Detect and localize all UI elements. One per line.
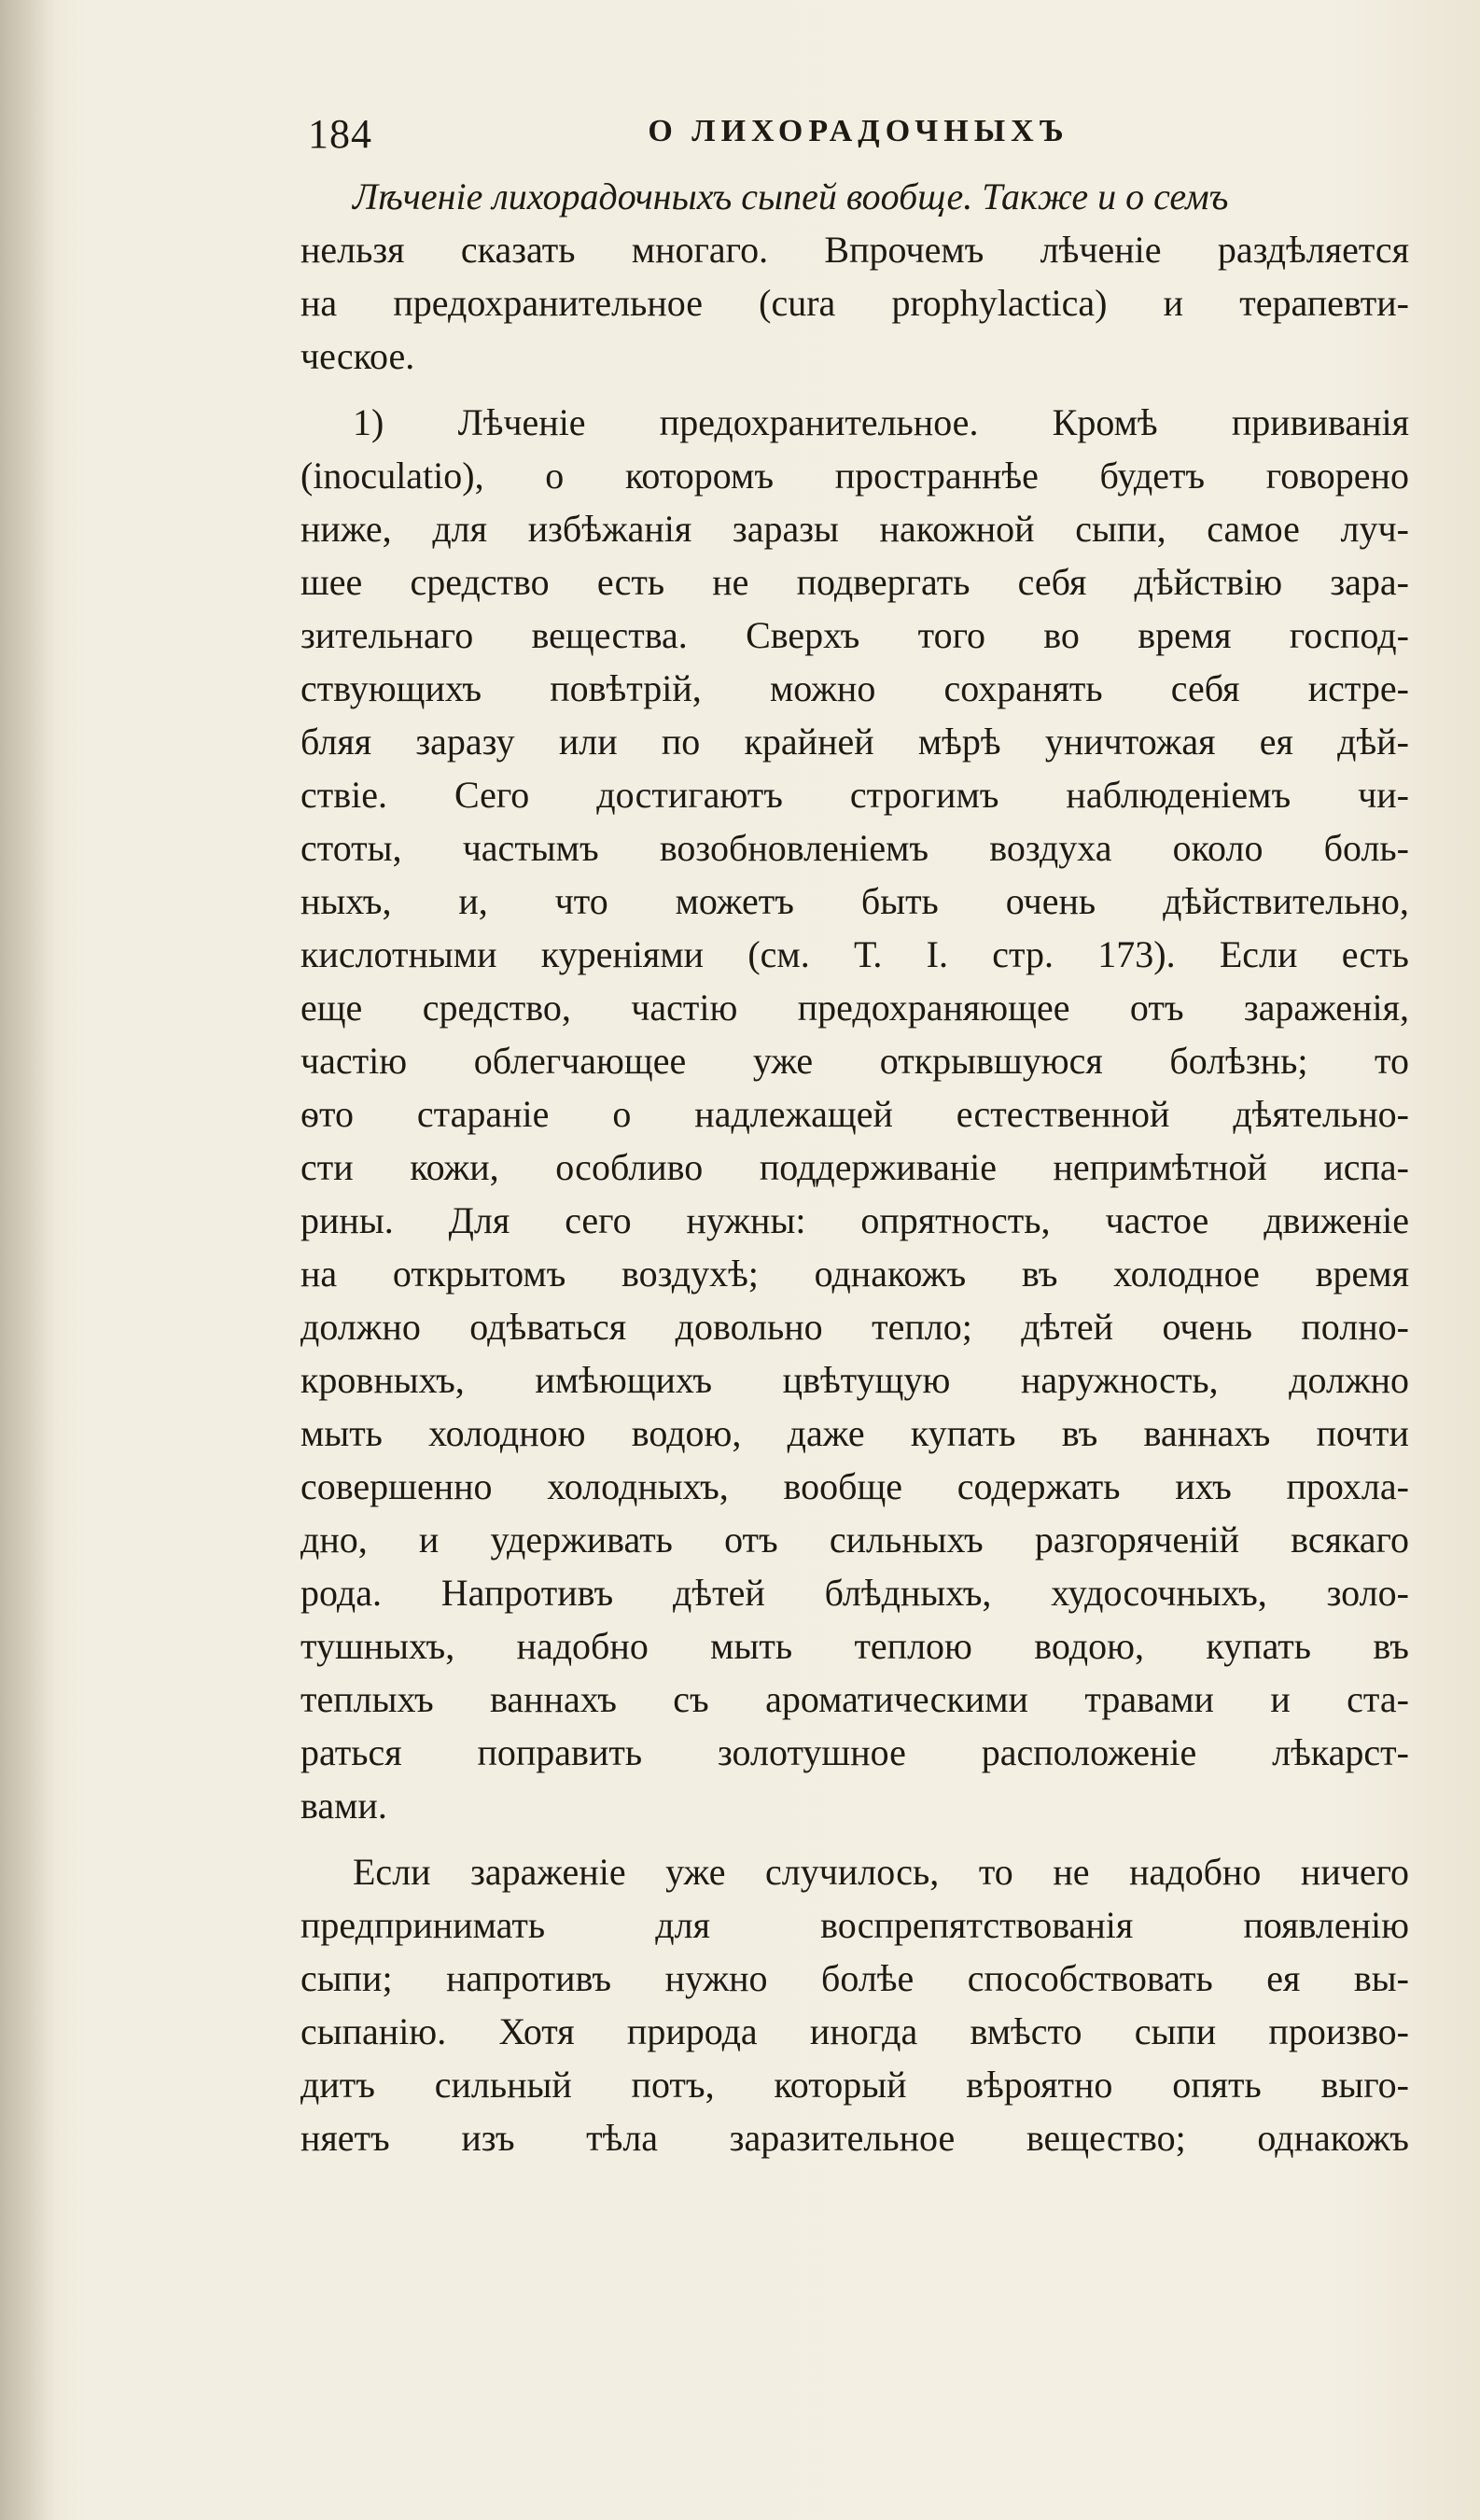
word: няетъ: [300, 2117, 390, 2159]
text-line: [300, 329, 1409, 383]
word: стр.: [992, 933, 1054, 975]
word: Хотя: [498, 2010, 575, 2052]
word: сти: [300, 1146, 354, 1188]
text-line: [300, 981, 1409, 1034]
word: Т.: [853, 933, 883, 975]
word: зара-: [1330, 561, 1409, 603]
text-line: [300, 449, 1409, 502]
word: природа: [626, 2010, 758, 2052]
word: вообще: [783, 1465, 903, 1507]
word: не: [1053, 1851, 1090, 1893]
word: водою,: [1034, 1625, 1144, 1667]
word: подвергать: [796, 561, 970, 603]
word: на: [300, 282, 338, 324]
text-line: [300, 1194, 1409, 1247]
word: естественной: [956, 1093, 1170, 1135]
text-line: [300, 1300, 1409, 1353]
word: по: [661, 721, 701, 763]
word: вещество;: [1026, 2117, 1186, 2159]
word: что: [554, 880, 608, 922]
word: тушныхъ,: [300, 1625, 455, 1667]
body-text: [300, 170, 1409, 2164]
word: холодною: [428, 1412, 586, 1454]
word: и: [1270, 1678, 1291, 1720]
word: лѣченіе: [1040, 229, 1162, 271]
word: сохранять: [943, 667, 1103, 709]
word: (см.: [747, 933, 810, 975]
word: строгимъ: [849, 774, 999, 816]
word: цвѣтущую: [782, 1359, 951, 1401]
word: въ: [1373, 1625, 1409, 1667]
word: зараженіе: [470, 1851, 626, 1893]
word: самое: [1207, 508, 1300, 550]
word: время: [1138, 614, 1232, 656]
word: которомъ: [624, 455, 775, 497]
text-line: [300, 276, 1409, 329]
word: предохраняющее: [797, 987, 1070, 1029]
word: дитъ: [300, 2064, 375, 2106]
word: и: [418, 1519, 440, 1561]
word: водою,: [631, 1412, 742, 1454]
word: I.: [926, 933, 948, 975]
text-line: [300, 555, 1409, 609]
word: говорено: [1265, 455, 1409, 497]
word: нужно: [664, 1957, 768, 1999]
word: куреніями: [540, 933, 705, 975]
word: однакожъ: [814, 1253, 967, 1295]
word: prophylactica): [891, 282, 1108, 324]
word: блѣдныхъ,: [824, 1572, 992, 1614]
word: вмѣсто: [970, 2010, 1082, 2052]
word: нужны:: [686, 1199, 806, 1241]
word: бляя: [300, 721, 372, 763]
word: терапевти-: [1239, 282, 1409, 324]
word: раться: [300, 1731, 402, 1773]
word: то: [978, 1851, 1013, 1893]
paragraph-after-infection: [300, 1845, 1409, 2164]
word: почти: [1316, 1412, 1409, 1454]
word: зараженія,: [1243, 987, 1409, 1029]
word: луч-: [1340, 508, 1409, 550]
word: открывшуюся: [879, 1040, 1103, 1082]
word: холодныхъ,: [547, 1465, 729, 1507]
word: ста-: [1347, 1678, 1409, 1720]
word: ваннахъ: [1143, 1412, 1271, 1454]
word: купать: [910, 1412, 1016, 1454]
text-line: [300, 1952, 1409, 2005]
binding-shadow: [0, 0, 56, 2520]
word: худосочныхъ,: [1051, 1572, 1267, 1614]
text-line: [300, 2111, 1409, 2164]
word: дѣятельно-: [1233, 1093, 1409, 1135]
word: который: [774, 2064, 907, 2106]
word: дѣйствительно,: [1163, 880, 1409, 922]
word: поправить: [477, 1731, 643, 1773]
word: выго-: [1320, 2064, 1409, 2106]
word: ческое.: [300, 335, 415, 377]
word: или: [558, 721, 618, 763]
word: на: [300, 1253, 338, 1295]
text-line: [300, 1779, 1409, 1832]
word: воздуха: [989, 827, 1112, 869]
word: предохранительное: [393, 282, 703, 324]
word: можно: [769, 667, 876, 709]
text-line: [300, 2005, 1409, 2058]
word: холодное: [1113, 1253, 1260, 1295]
word: предпринимать: [300, 1904, 546, 1946]
word: заразу: [415, 721, 515, 763]
word: Сверхъ: [746, 614, 860, 656]
word: частое: [1105, 1199, 1209, 1241]
text-line: [300, 821, 1409, 875]
word: тѣла: [586, 2117, 659, 2159]
word: сказать: [460, 229, 576, 271]
word: предохранительное.: [659, 401, 979, 443]
word: можетъ: [675, 880, 794, 922]
word: поддерживаніе: [759, 1146, 997, 1188]
word: мыть: [710, 1625, 793, 1667]
word: частію: [300, 1040, 408, 1082]
text-line: [300, 1460, 1409, 1513]
word: повѣтрій,: [550, 667, 702, 709]
word: мѣрѣ: [917, 721, 1001, 763]
word: Лѣченіе: [457, 401, 586, 443]
word: полно-: [1301, 1306, 1409, 1348]
word: случилось,: [765, 1851, 940, 1893]
word: и,: [458, 880, 488, 922]
word: во: [1043, 614, 1080, 656]
word: болѣе: [821, 1957, 915, 1999]
word: непримѣтной: [1053, 1146, 1267, 1188]
word: Впрочемъ: [824, 229, 984, 271]
word: средство,: [422, 987, 571, 1029]
word: купать: [1206, 1625, 1312, 1667]
word: потъ,: [631, 2064, 715, 2106]
text-line: [300, 1407, 1409, 1460]
word: въ: [1021, 1253, 1058, 1295]
word: чи-: [1358, 774, 1409, 816]
word: въ: [1061, 1412, 1098, 1454]
word: сыпи;: [300, 1957, 393, 1999]
word: многаго.: [631, 229, 769, 271]
word: травами: [1084, 1678, 1214, 1720]
word: воздухѣ;: [621, 1253, 759, 1295]
word: о: [545, 455, 565, 497]
word: тепло;: [872, 1306, 972, 1348]
word: съ: [673, 1678, 709, 1720]
text-line: [300, 1247, 1409, 1300]
word: шее: [300, 561, 363, 603]
word: однакожъ: [1257, 2117, 1409, 2159]
word: должно: [300, 1306, 421, 1348]
word: разгоряченій: [1034, 1519, 1240, 1561]
word: сильный: [434, 2064, 572, 2106]
text-line: [300, 1726, 1409, 1779]
word: сыпи: [1134, 2010, 1217, 2052]
word: дѣтей: [1021, 1306, 1113, 1348]
word: одѣваться: [469, 1306, 627, 1348]
text-line: [300, 223, 1409, 276]
word: о: [612, 1093, 632, 1135]
word: наружность,: [1020, 1359, 1219, 1401]
word: избѣжанія: [527, 508, 692, 550]
word: золо-: [1326, 1572, 1409, 1614]
word: надобно: [1129, 1851, 1262, 1893]
word: себя: [1170, 667, 1240, 709]
word: опрятность,: [860, 1199, 1051, 1241]
word: господ-: [1289, 614, 1409, 656]
word: для: [655, 1904, 710, 1946]
word: опять: [1172, 2064, 1262, 2106]
text-line: [300, 1673, 1409, 1726]
text-line: [300, 1034, 1409, 1087]
paragraph-treatment-general: [300, 170, 1409, 383]
word: себя: [1017, 561, 1087, 603]
word: пространнѣе: [834, 455, 1039, 497]
word: имѣющихъ: [535, 1359, 713, 1401]
word: раздѣляется: [1217, 229, 1409, 271]
word: сильныхъ: [829, 1519, 984, 1561]
word: кожи,: [410, 1146, 499, 1188]
word: боль-: [1323, 827, 1409, 869]
word: способствовать: [967, 1957, 1213, 1999]
word: Напротивъ: [440, 1572, 614, 1614]
word: ваннахъ: [490, 1678, 617, 1720]
text-line: [300, 875, 1409, 928]
word: содержать: [956, 1465, 1121, 1507]
section-heading: Лѣченіе лихорадочныхъ сыпей вообще. Также и о семъ: [353, 175, 1229, 217]
word: Для: [448, 1199, 510, 1241]
word: очень: [1005, 880, 1096, 922]
word: заразительное: [729, 2117, 956, 2159]
word: не: [712, 561, 749, 603]
word: стоты,: [300, 827, 402, 869]
word: 173).: [1097, 933, 1176, 975]
word: Если: [353, 1851, 431, 1893]
word: надобно: [516, 1625, 649, 1667]
word: частію: [631, 987, 738, 1029]
word: мыть: [300, 1412, 383, 1454]
word: болѣзнь;: [1169, 1040, 1308, 1082]
text-line: [300, 1353, 1409, 1407]
word: истре-: [1307, 667, 1409, 709]
page-header: [308, 110, 1409, 166]
word: Сего: [454, 774, 530, 816]
word: ѳто: [300, 1093, 354, 1135]
word: ствующихъ: [300, 667, 482, 709]
word: сыпи,: [1075, 508, 1166, 550]
text-line: [300, 1087, 1409, 1141]
text-line: [300, 396, 1409, 449]
text-line: [300, 715, 1409, 768]
word: совершенно: [300, 1465, 493, 1507]
word: испа-: [1323, 1146, 1409, 1188]
word: вы-: [1353, 1957, 1409, 1999]
text-line: [300, 768, 1409, 821]
word: ихъ: [1175, 1465, 1232, 1507]
word: рода.: [300, 1572, 382, 1614]
word: около: [1172, 827, 1264, 869]
word: ниже,: [300, 508, 392, 550]
word: вѣроятно: [966, 2064, 1113, 2106]
word: довольно: [675, 1306, 823, 1348]
word: будетъ: [1099, 455, 1206, 497]
word: Если: [1219, 933, 1298, 975]
word: заразы: [732, 508, 839, 550]
word: есть: [596, 561, 665, 603]
word: сего: [565, 1199, 632, 1241]
word: дѣй-: [1337, 721, 1409, 763]
word: и: [1163, 282, 1184, 324]
word: для: [432, 508, 488, 550]
word: лѣкарст-: [1272, 1731, 1409, 1773]
word: появленію: [1243, 1904, 1409, 1946]
word: теплою: [854, 1625, 972, 1667]
text-line: [300, 1141, 1409, 1194]
word: облегчающее: [473, 1040, 687, 1082]
text-line: [300, 2058, 1409, 2111]
word: напротивъ: [446, 1957, 612, 1999]
word: накожной: [879, 508, 1035, 550]
word: иногда: [809, 2010, 918, 2052]
word: достигаютъ: [596, 774, 783, 816]
word: прививанія: [1231, 401, 1409, 443]
text-line: [300, 1619, 1409, 1673]
text-line: [300, 1845, 1409, 1898]
word: то: [1375, 1040, 1409, 1082]
word: стараніе: [416, 1093, 550, 1135]
word: отъ: [724, 1519, 778, 1561]
text-line: [300, 1513, 1409, 1566]
word: произво-: [1268, 2010, 1409, 2052]
word: время: [1315, 1253, 1409, 1295]
word: Кромѣ: [1052, 401, 1158, 443]
word: очень: [1162, 1306, 1252, 1348]
word: 1): [353, 401, 384, 443]
word: сыпанію.: [300, 2010, 447, 2052]
word: должно: [1289, 1359, 1409, 1401]
page-number: 184: [308, 111, 372, 157]
word: зительнаго: [300, 614, 474, 656]
word: нельзя: [300, 229, 405, 271]
word: возобновленіемъ: [659, 827, 929, 869]
word: ароматическими: [765, 1678, 1028, 1720]
text-line: [300, 928, 1409, 981]
word: всякаго: [1291, 1519, 1409, 1561]
word: средство: [410, 561, 550, 603]
word: изъ: [461, 2117, 515, 2159]
text-line: [300, 662, 1409, 715]
text-line: [300, 1898, 1409, 1952]
word: частымъ: [462, 827, 599, 869]
word: теплыхъ: [300, 1678, 434, 1720]
word: удерживать: [490, 1519, 673, 1561]
word: особливо: [555, 1146, 704, 1188]
word: воспрепятствованія: [820, 1904, 1134, 1946]
word: кровныхъ,: [300, 1359, 465, 1401]
word: дѣтей: [673, 1572, 765, 1614]
word: (inoculatio),: [300, 455, 484, 497]
word: ныхъ,: [300, 880, 392, 922]
word: вами.: [300, 1785, 387, 1827]
word: отъ: [1129, 987, 1184, 1029]
word: ствіе.: [300, 774, 387, 816]
word: движеніе: [1264, 1199, 1409, 1241]
running-title: О ЛИХОРАДОЧНЫХЪ: [648, 114, 1069, 148]
word: дно,: [300, 1519, 368, 1561]
word: наблюденіемъ: [1066, 774, 1292, 816]
paragraph-prophylactic: [300, 396, 1409, 1832]
text-line: [300, 170, 1409, 223]
word: прохла-: [1286, 1465, 1409, 1507]
word: дѣйствію: [1134, 561, 1283, 603]
word: уже: [752, 1040, 814, 1082]
word: ея: [1259, 721, 1293, 763]
word: вещества.: [531, 614, 688, 656]
text-line: [300, 502, 1409, 555]
word: ничего: [1300, 1851, 1409, 1893]
word: рины.: [300, 1199, 394, 1241]
word: кислотными: [300, 933, 497, 975]
text-line: [300, 609, 1409, 662]
word: быть: [860, 880, 939, 922]
word: открытомъ: [392, 1253, 566, 1295]
word: крайней: [744, 721, 874, 763]
word: ея: [1266, 1957, 1301, 1999]
word: есть: [1341, 933, 1409, 975]
word: надлежащей: [694, 1093, 893, 1135]
word: еще: [300, 987, 363, 1029]
word: золотушное: [717, 1731, 906, 1773]
word: расположеніе: [981, 1731, 1197, 1773]
text-line: [300, 1566, 1409, 1619]
word: даже: [787, 1412, 865, 1454]
word: уже: [665, 1851, 726, 1893]
word: (cura: [759, 282, 836, 324]
word: уничтожая: [1044, 721, 1216, 763]
word: того: [917, 614, 985, 656]
